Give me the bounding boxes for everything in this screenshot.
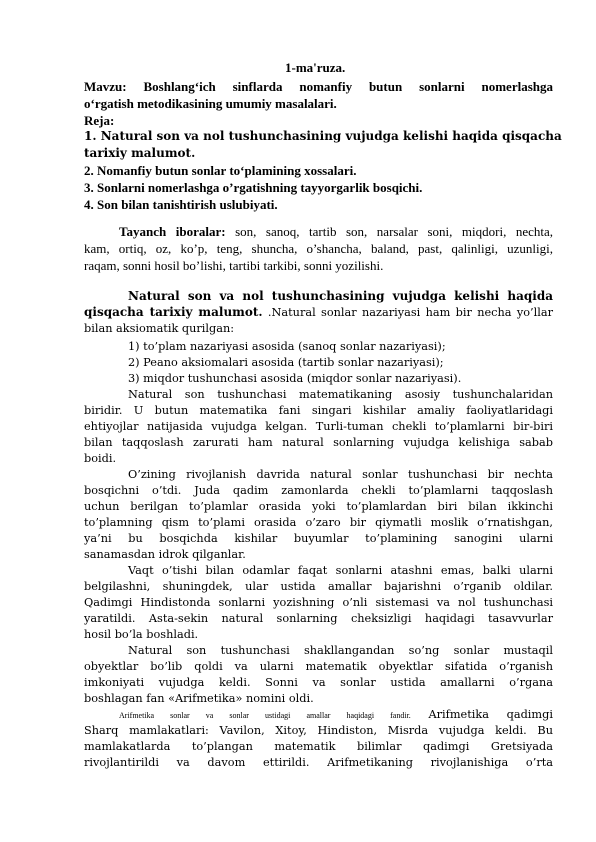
axiom-list-item-1: 1) to’plam nazariyasi asosida (sanoq sonlar nazariyasi); [128, 340, 446, 353]
paragraph-1-line-2: biridir. U butun matematika fani singari kishilar amaliy faoliyatlaridagi [84, 404, 553, 417]
section-heading-line-2 [84, 305, 553, 321]
paragraph-5-line-4: rivojlantirildi va davom ettirildi. Arifmetikaning rivojlanishiga o’rta [84, 756, 553, 769]
paragraph-2-line-4: to’plamning qism to’plami orasida o’zaro bir qiymatli moslik o’rnatishgan, [84, 516, 553, 529]
paragraph-5-line-3: mamlakatlarda to’plangan matematik bilimlar qadimgi Gretsiyada [84, 740, 553, 753]
plan-item-1-line-2: tarixiy malumot. [84, 146, 196, 160]
definition-small-text: Arifmetika sonlar va sonlar ustidagi amallar haqidagi fandir. [119, 711, 411, 720]
plan-item-4: 4. Son bilan tanishtirish uslubiyati. [84, 197, 278, 212]
plan-item-2: 2. Nomanfiy butun sonlar to‘plamining xossalari. [84, 163, 357, 178]
paragraph-5-line-1 [119, 707, 553, 724]
paragraph-3-line-2: belgilashni, shuningdek, ular ustida amallar bajarishni o’rganib oldilar. [84, 580, 553, 593]
lecture-title: 1-ma'ruza. [285, 60, 346, 75]
plan-item-3: 3. Sonlarni nomerlashga o’rgatishning tayyorgarlik bosqichi. [84, 180, 423, 195]
paragraph-1-line-4: bilan taqqoslash zarurati ham natural sonlarning vujudga kelishiga sabab [84, 436, 553, 449]
keywords-line-3: raqam, sonni hosil bo’lishi, tartibi tarkibi, sonni yozilishi. [84, 258, 384, 273]
keywords-text-1: son, sanoq, tartib son, narsalar soni, miqdori, nechta, [225, 224, 554, 239]
section-intro-text: .Natural sonlar nazariyasi ham bir necha yo’llar [262, 306, 553, 319]
keywords-line-1 [119, 224, 553, 240]
paragraph-5-text: Arifmetika qadimgi [410, 708, 553, 721]
axiom-list-item-2: 2) Peano aksiomalari asosida (tartib sonlar nazariyasi); [128, 356, 444, 369]
paragraph-4-line-1: Natural son tushunchasi shakllangandan so’ng sonlar mustaqil [128, 644, 553, 657]
paragraph-3-line-3: Qadimgi Hindistonda sonlarni yozishning o’nli sistemasi va nol tushunchasi [84, 596, 553, 609]
topic-line-2: o‘rgatish metodikasining umumiy masalalari. [84, 96, 337, 111]
plan-label: Reja: [84, 113, 115, 128]
paragraph-1-line-5: boidi. [84, 452, 117, 465]
topic-line-1: Mavzu: Boshlang‘ich sinflarda nomanfiy butun sonlarni nomerlashga [84, 79, 553, 94]
paragraph-1-line-1: Natural son tushunchasi matematikaning asosiy tushunchalaridan [128, 388, 553, 401]
paragraph-2-line-6: sanamasdan idrok qilganlar. [84, 548, 246, 561]
paragraph-4-line-4: boshlagan fan «Arifmetika» nomini oldi. [84, 692, 314, 705]
section-heading-line-1: Natural son va nol tushunchasining vujudga kelishi haqida [128, 289, 553, 303]
paragraph-1-line-3: ehtiyojlar natijasida vujudga kelgan. Turli-tuman chekli to’plamlarni bir-biri [84, 420, 553, 433]
axiom-list-item-3: 3) miqdor tushunchasi asosida (miqdor sonlar nazariyasi). [128, 372, 462, 385]
paragraph-4-line-3: imkoniyati vujudga keldi. Sonni va sonlar ustida amallarni o’rgana [84, 676, 553, 689]
paragraph-5-line-2: Sharq mamlakatlari: Vavilon, Xitoy, Hindiston, Misrda vujudga keldi. Bu [84, 724, 553, 737]
paragraph-2-line-1: O’zining rivojlanish davrida natural sonlar tushunchasi bir nechta [128, 468, 553, 481]
paragraph-3-line-4: yaratildi. Asta-sekin natural sonlarning cheksizligi haqidagi tasavvurlar [84, 612, 553, 625]
paragraph-3-line-1: Vaqt o’tishi bilan odamlar faqat sonlarni atashni emas, balki ularni [128, 564, 553, 577]
section-intro-line-3: bilan aksiomatik qurilgan: [84, 322, 235, 335]
paragraph-2-line-5: ya’ni bu bosqichda kishilar buyumlar to’plamining sanogini ularni [84, 532, 553, 545]
keywords-label: Tayanch iboralar: [119, 224, 226, 239]
keywords-line-2: kam, ortiq, oz, ko’p, teng, shuncha, o’shancha, baland, past, qalinligi, uzunligi, [84, 241, 553, 256]
plan-item-1-line-1: 1. Natural son va nol tushunchasining vujudga kelishi haqida qisqacha [84, 129, 562, 143]
section-heading-bold: qisqacha tarixiy malumot. [84, 305, 263, 319]
paragraph-2-line-3: uchun berilgan to’plamlar orasida yoki to’plamlardan biri bilan ikkinchi [84, 500, 553, 513]
paragraph-3-line-5: hosil bo’la boshladi. [84, 628, 199, 641]
paragraph-4-line-2: obyektlar bo’lib qoldi va ularni matematik obyektlar sifatida o’rganish [84, 660, 553, 673]
paragraph-2-line-2: bosqichni o’tdi. Juda qadim zamonlarda chekli to’plamlarni taqqoslash [84, 484, 553, 497]
